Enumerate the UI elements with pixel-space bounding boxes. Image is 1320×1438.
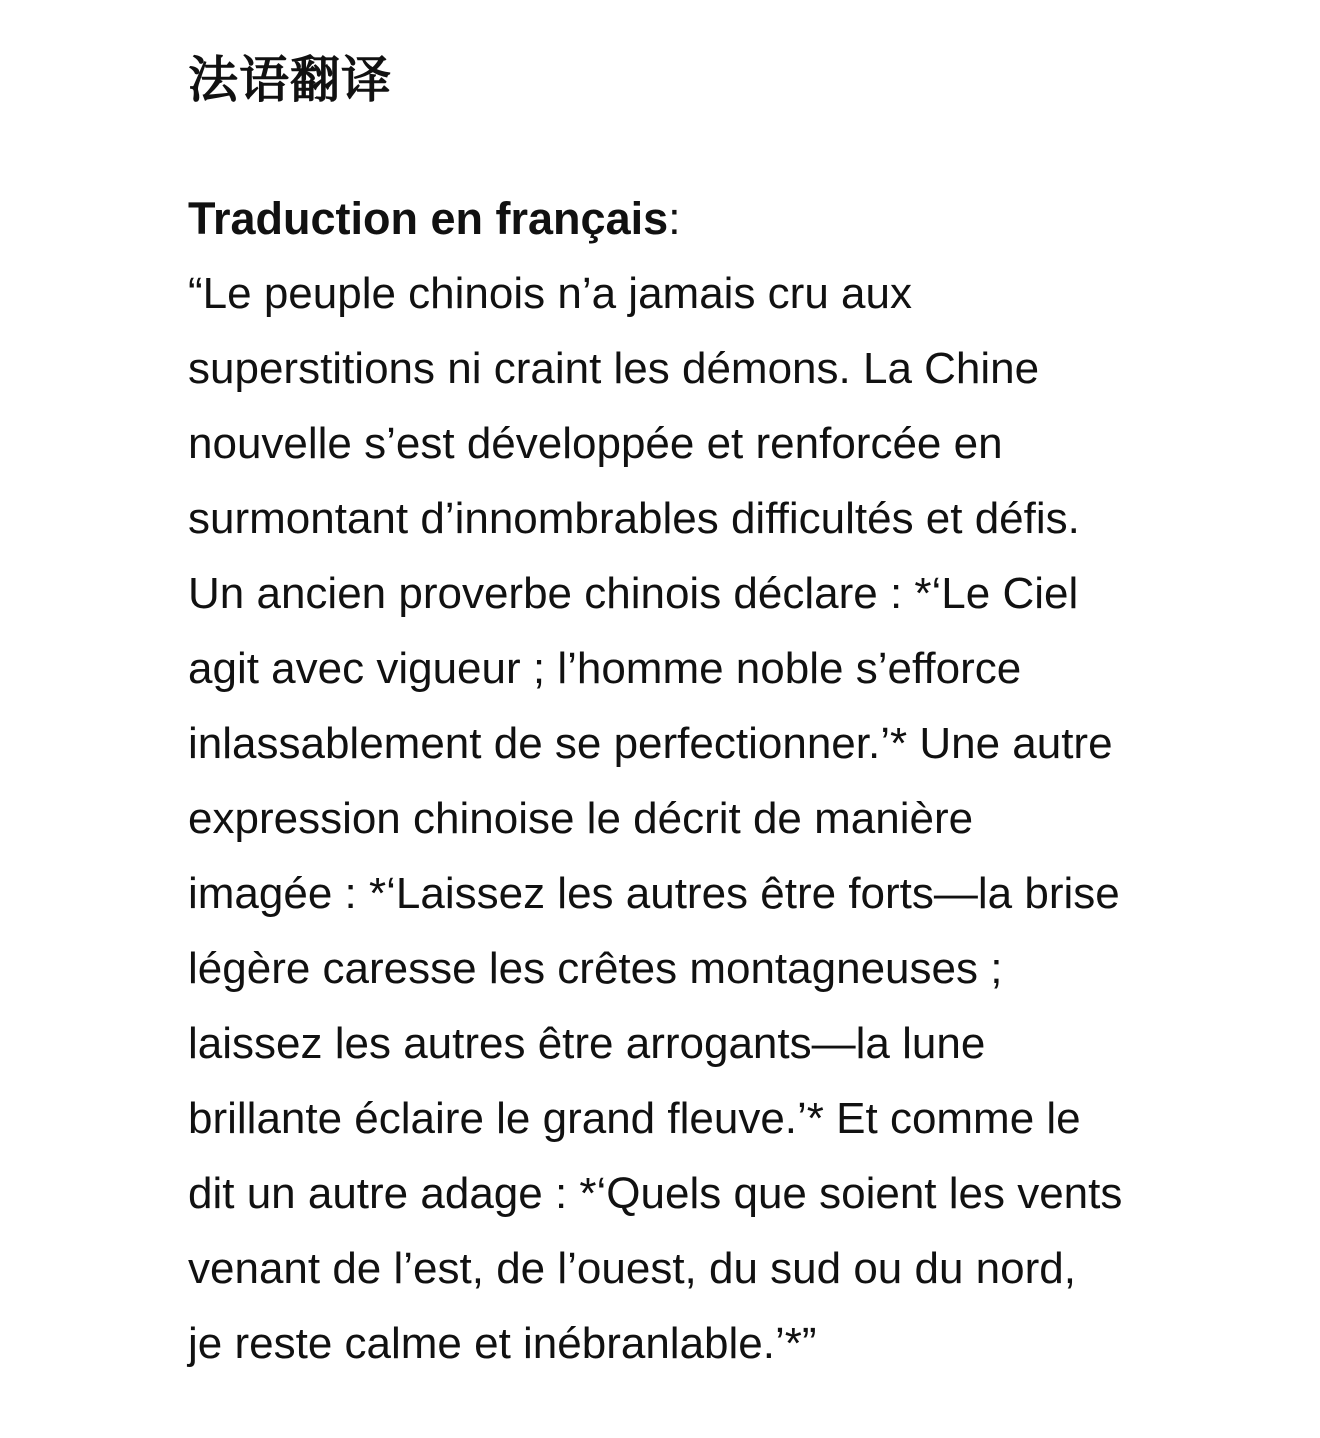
paragraph-line: surmontant d’innombrables difficultés et défis. [188,494,1080,543]
paragraph-line: Un ancien proverbe chinois déclare : *‘Le Ciel [188,569,1079,618]
paragraph-line: je reste calme et inébranlable.’*” [188,1319,817,1368]
translation-heading-colon: : [668,193,681,244]
paragraph-line: agit avec vigueur ; l’homme noble s’efforce [188,644,1022,693]
translation-paragraph [188,256,1298,1381]
paragraph-line: légère caresse les crêtes montagneuses ; [188,944,1003,993]
paragraph-line: nouvelle s’est développée et renforcée en [188,419,1003,468]
paragraph-line: laissez les autres être arrogants—la lune [188,1019,986,1068]
paragraph-line: expression chinoise le décrit de manière [188,794,974,843]
paragraph-line: venant de l’est, de l’ouest, du sud ou du nord, [188,1244,1076,1293]
translation-heading [188,181,1298,256]
translation-heading-label: Traduction en français [188,193,669,244]
paragraph-line: inlassablement de se perfectionner.’* Une autre [188,719,1113,768]
document-content [188,44,1298,1381]
paragraph-line: dit un autre adage : *‘Quels que soient les vents [188,1169,1123,1218]
paragraph-line: imagée : *‘Laissez les autres être forts—la brise [188,869,1120,918]
paragraph-line: brillante éclaire le grand fleuve.’* Et comme le [188,1094,1081,1143]
page-title: 法语翻译 [188,51,392,109]
paragraph-line: superstitions ni craint les démons. La Chine [188,344,1040,393]
paragraph-line: “Le peuple chinois n’a jamais cru aux [188,269,912,318]
